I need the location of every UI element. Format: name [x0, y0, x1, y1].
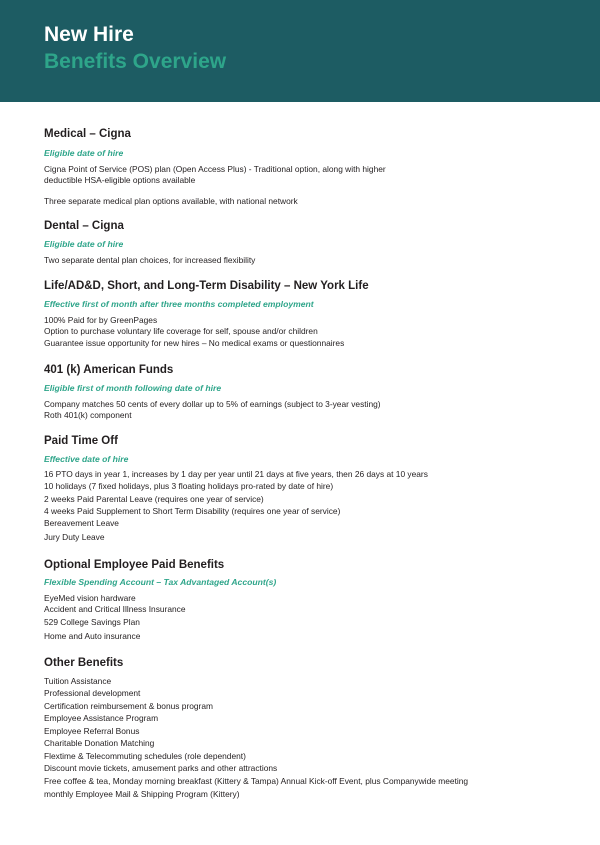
section-heading: 401 (k) American Funds	[44, 364, 174, 376]
body-line: Company matches 50 cents of every dollar up to 5% of earnings (subject to 3-year vesting)	[44, 399, 381, 409]
body-line: 10 holidays (7 fixed holidays, plus 3 floating holidays pro-rated by date of hire)	[44, 481, 334, 491]
body-line: Cigna Point of Service (POS) plan (Open Access Plus) - Traditional option, along with higher	[44, 164, 386, 174]
eligibility-note: Effective date of hire	[44, 454, 129, 464]
body-line: 2 weeks Paid Parental Leave (requires one year of service)	[44, 494, 264, 504]
body-line: Employee Assistance Program	[44, 713, 159, 723]
section-heading: Paid Time Off	[44, 435, 118, 447]
body-line: Accident and Critical Illness Insurance	[44, 604, 186, 614]
body-line: 16 PTO days in year 1, increases by 1 day per year until 21 days at five years, then 26 days at 10 years	[44, 469, 428, 479]
section-heading: Other Benefits	[44, 657, 124, 669]
body-line: Three separate medical plan options available, with national network	[44, 196, 298, 206]
body-line: Employee Referral Bonus	[44, 726, 140, 736]
body-line: 529 College Savings Plan	[44, 617, 140, 627]
body-line: Charitable Donation Matching	[44, 738, 155, 748]
section-heading: Medical – Cigna	[44, 128, 131, 140]
header-banner	[0, 0, 600, 102]
body-line: Option to purchase voluntary life coverage for self, spouse and/or children	[44, 326, 318, 336]
body-line: Home and Auto insurance	[44, 631, 141, 641]
body-line: Two separate dental plan choices, for increased flexibility	[44, 255, 256, 265]
body-line: Tuition Assistance	[44, 676, 112, 686]
eligibility-note: Eligible date of hire	[44, 239, 124, 249]
body-line: monthly Employee Mail & Shipping Program (Kittery)	[44, 789, 240, 799]
body-line: Roth 401(k) component	[44, 410, 132, 420]
body-line: 100% Paid for by GreenPages	[44, 315, 158, 325]
body-line: Guarantee issue opportunity for new hires – No medical exams or questionnaires	[44, 338, 345, 348]
body-line: 4 weeks Paid Supplement to Short Term Disability (requires one year of service)	[44, 506, 341, 516]
section-heading: Life/AD&D, Short, and Long-Term Disability – New York Life	[44, 280, 369, 292]
body-line: Flextime & Telecommuting schedules (role dependent)	[44, 751, 246, 761]
body-line: Jury Duty Leave	[44, 532, 105, 542]
section-heading: Optional Employee Paid Benefits	[44, 559, 225, 571]
body-line: Bereavement Leave	[44, 518, 119, 528]
body-line: deductible HSA-eligible options available	[44, 175, 196, 185]
page-title: New Hire	[44, 23, 134, 46]
eligibility-note: Eligible first of month following date of hire	[44, 383, 222, 393]
eligibility-note: Effective first of month after three months completed employment	[44, 299, 314, 309]
body-line: Discount movie tickets, amusement parks and other attractions	[44, 763, 278, 773]
section-heading: Dental – Cigna	[44, 220, 124, 232]
body-line: Certification reimbursement & bonus program	[44, 701, 213, 711]
page-subtitle: Benefits Overview	[44, 50, 227, 73]
body-line: Free coffee & tea, Monday morning breakfast (Kittery & Tampa) Annual Kick-off Event, plus Companywide meeting	[44, 776, 469, 786]
body-line: Professional development	[44, 688, 141, 698]
eligibility-note: Eligible date of hire	[44, 148, 124, 158]
body-line: EyeMed vision hardware	[44, 593, 136, 603]
eligibility-note: Flexible Spending Account – Tax Advantaged Account(s)	[44, 577, 277, 587]
